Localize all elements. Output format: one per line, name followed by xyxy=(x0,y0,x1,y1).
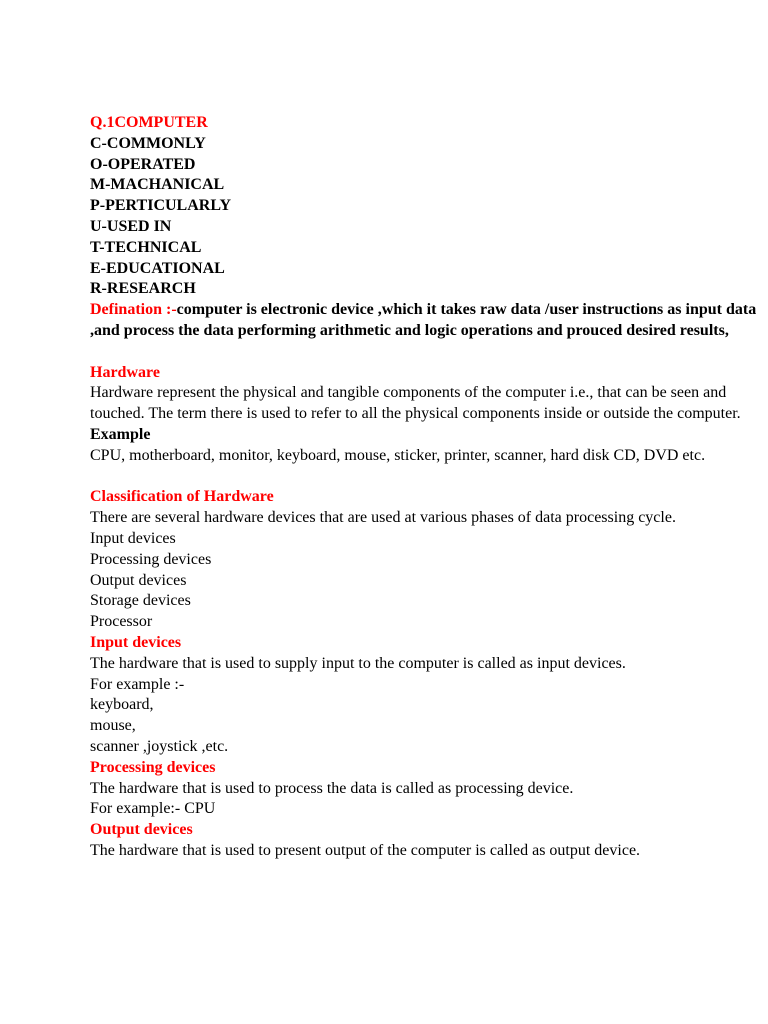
classification-heading: Classification of Hardware xyxy=(90,488,274,506)
input-devices-example-scanner: scanner ,joystick ,etc. xyxy=(90,737,229,755)
classification-item-input: Input devices xyxy=(90,529,176,547)
output-devices-heading: Output devices xyxy=(90,821,193,839)
acronym-title: Q.1COMPUTER xyxy=(90,114,208,131)
acronym-line-m: M-MACHANICAL xyxy=(90,176,225,194)
processing-devices-example: For example:- CPU xyxy=(90,800,216,818)
input-devices-example-mouse: mouse, xyxy=(90,717,136,735)
classification-item-processor: Processor xyxy=(90,613,153,631)
acronym-line-c: C-COMMONLY xyxy=(90,134,206,152)
processing-devices-text: The hardware that is used to process the data is called as processing device. xyxy=(90,779,574,797)
definition-label: Defination :- xyxy=(90,301,177,319)
classification-item-output: Output devices xyxy=(90,571,187,589)
document-page xyxy=(90,113,762,862)
acronym-line-r: R-RESEARCH xyxy=(90,280,196,298)
definition-paragraph xyxy=(90,300,762,342)
classification-item-storage: Storage devices xyxy=(90,592,191,610)
input-devices-heading: Input devices xyxy=(90,633,182,651)
output-devices-text: The hardware that is used to present output of the computer is called as output device. xyxy=(90,841,641,859)
classification-intro: There are several hardware devices that are used at various phases of data processing cycle. xyxy=(90,509,676,527)
acronym-line-p: P-PERTICULARLY xyxy=(90,197,232,215)
hardware-heading: Hardware xyxy=(90,363,160,381)
definition-text: computer is electronic device ,which it takes raw data /user instructions as input data ,and process the data performing arithmetic and logic operations and prouced desired results, xyxy=(90,301,757,339)
spacer xyxy=(90,342,762,363)
hardware-example-label: Example xyxy=(90,425,151,443)
acronym-line-o: O-OPERATED xyxy=(90,155,196,173)
input-devices-example-keyboard: keyboard, xyxy=(90,696,154,714)
acronym-line-e: E-EDUCATIONAL xyxy=(90,259,225,277)
input-devices-text: The hardware that is used to supply input to the computer is called as input devices. xyxy=(90,654,626,672)
hardware-example-text: CPU, motherboard, monitor, keyboard, mouse, sticker, printer, scanner, hard disk CD, DVD etc. xyxy=(90,446,706,464)
processing-devices-heading: Processing devices xyxy=(90,758,216,776)
input-devices-example-label: For example :- xyxy=(90,675,185,693)
spacer xyxy=(90,467,762,488)
classification-item-processing: Processing devices xyxy=(90,550,212,568)
acronym-line-u: U-USED IN xyxy=(90,217,172,235)
hardware-paragraph: Hardware represent the physical and tangible components of the computer i.e., that can be seen and touched. The term there is used to refer to all the physical components inside or outside the computer. xyxy=(90,384,741,423)
acronym-line-t: T-TECHNICAL xyxy=(90,238,202,256)
